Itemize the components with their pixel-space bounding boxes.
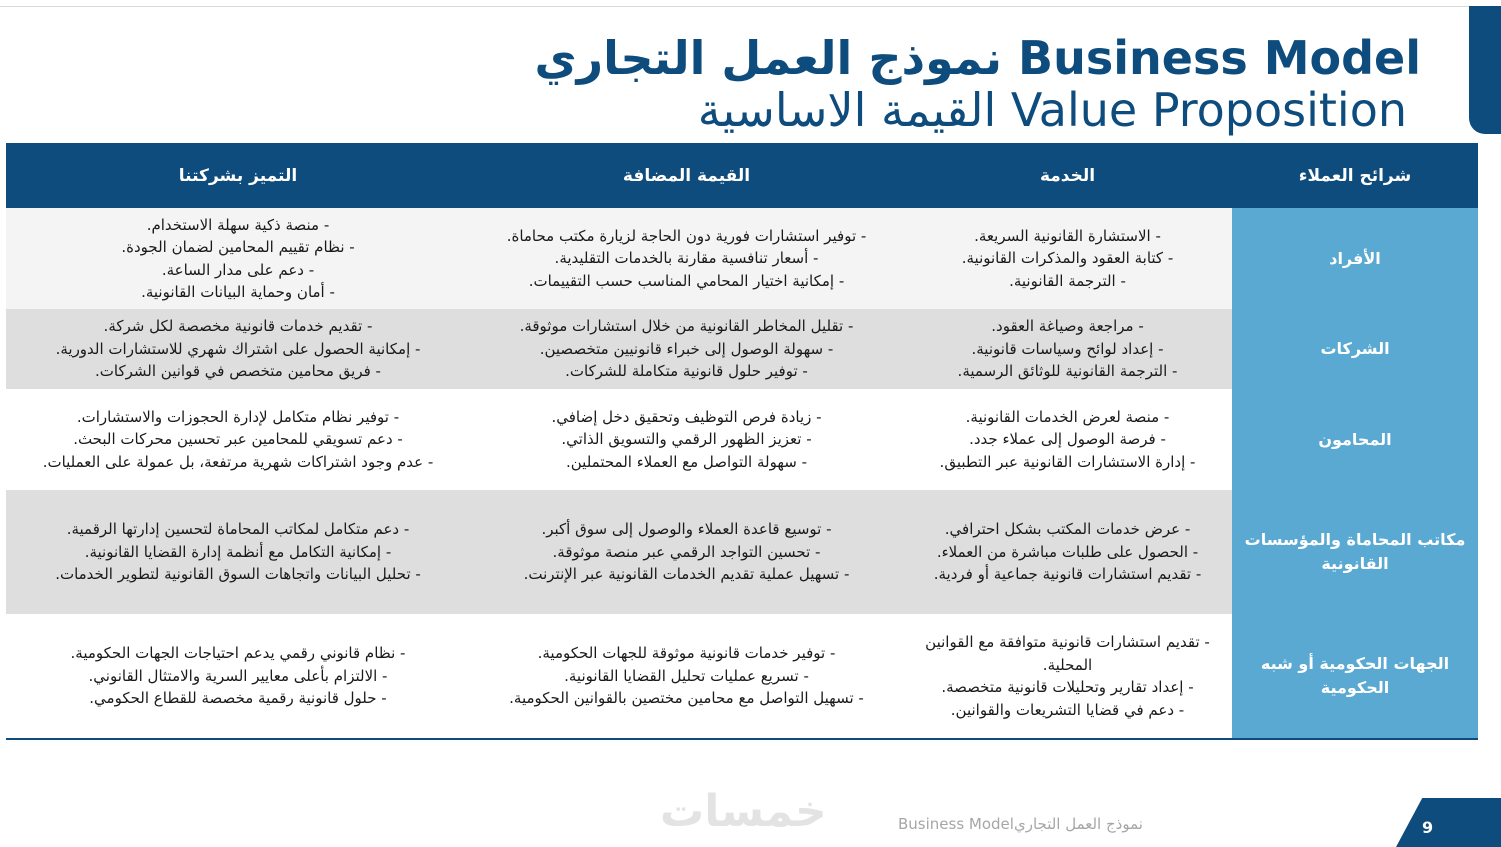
table-row <box>6 208 1478 309</box>
edge-cell <box>6 490 470 614</box>
table-row <box>6 490 1478 614</box>
value-line: - زيادة فرص التوظيف وتحقيق دخل إضافي. <box>551 407 822 426</box>
edge-line: - حلول قانونية رقمية مخصصة للقطاع الحكومي. <box>89 689 387 708</box>
value-line: - تسهيل التواصل مع محامين مختصين بالقوانين الحكومية. <box>509 689 864 708</box>
service-line: - إعداد تقارير وتحليلات قانونية متخصصة. <box>941 678 1194 696</box>
service-cell <box>903 389 1232 490</box>
value-cell <box>470 614 903 739</box>
edge-line: - عدم وجود اشتراكات شهرية مرتفعة، بل عمولة على العمليات. <box>42 452 434 471</box>
table-row <box>6 614 1478 739</box>
service-cell <box>903 208 1232 309</box>
page-title: نموذج العمل التجاري Business Model <box>534 31 1421 85</box>
edge-line: - دعم تسويقي للمحامين عبر تحسين محركات البحث. <box>73 430 403 449</box>
service-line: - إعداد لوائح وسياسات قانونية. <box>971 339 1164 358</box>
value-cell <box>470 389 903 490</box>
edge-line: - توفير نظام متكامل لإدارة الحجوزات والاستشارات. <box>76 407 400 426</box>
service-line: - الحصول على طلبات مباشرة من العملاء. <box>936 542 1199 561</box>
value-line: - توفير حلول قانونية متكاملة للشركات. <box>565 362 808 381</box>
page-number-badge <box>1396 798 1501 847</box>
segment-cell: المحامون <box>1232 389 1478 490</box>
edge-line: - نظام قانوني رقمي يدعم احتياجات الجهات الحكومية. <box>70 644 406 663</box>
value-line: - تسهيل عملية تقديم الخدمات القانونية عبر الإنترنت. <box>523 565 850 584</box>
edge-cell <box>6 389 470 490</box>
edge-line: - إمكانية الحصول على اشتراك شهري للاستشارات الدورية. <box>55 339 421 358</box>
value-cell <box>470 490 903 614</box>
col-header-service: الخدمة <box>903 143 1232 208</box>
page-number: 9 <box>1422 818 1434 837</box>
value-line: - توفير خدمات قانونية موثوقة للجهات الحكومية. <box>537 644 836 663</box>
service-line: - دعم في قضايا التشريعات والقوانين. <box>950 700 1185 719</box>
footer-caption: Business Modelنموذج العمل التجاري <box>898 815 1143 833</box>
table-row <box>6 389 1478 490</box>
value-line: - إمكانية اختيار المحامي المناسب حسب التقييمات. <box>528 271 845 290</box>
edge-line: - تقديم خدمات قانونية مخصصة لكل شركة. <box>103 317 373 336</box>
service-line: - الترجمة القانونية للوثائق الرسمية. <box>957 362 1178 381</box>
value-line: - تعزيز الظهور الرقمي والتسويق الذاتي. <box>561 430 812 449</box>
service-line: - فرصة الوصول إلى عملاء جدد. <box>969 430 1166 449</box>
service-line: - تقديم استشارات قانونية متوافقة مع القوانين المحلية. <box>925 633 1210 674</box>
edge-line: - أمان وحماية البيانات القانونية. <box>141 283 335 301</box>
value-proposition-table <box>6 143 1478 740</box>
segment-cell: مكاتب المحاماة والمؤسسات القانونية <box>1232 490 1478 614</box>
service-cell <box>903 614 1232 739</box>
edge-line: - إمكانية التكامل مع أنظمة إدارة القضايا القانونية. <box>84 542 392 561</box>
edge-line: - فريق محامين متخصص في قوانين الشركات. <box>95 362 381 381</box>
value-line: - أسعار تنافسية مقارنة بالخدمات التقليدية. <box>554 249 819 268</box>
col-header-segment: شرائح العملاء <box>1232 143 1478 208</box>
value-cell <box>470 208 903 309</box>
value-line: - سهولة الوصول إلى خبراء قانونيين متخصصين. <box>539 339 834 358</box>
service-line: - تقديم استشارات قانونية جماعية أو فردية. <box>933 565 1202 584</box>
value-line: - توسيع قاعدة العملاء والوصول إلى سوق أكبر. <box>541 520 832 539</box>
edge-cell <box>6 614 470 739</box>
value-line: - تسريع عمليات تحليل القضايا القانونية. <box>564 666 809 685</box>
khamsat-logo-watermark: خمسات <box>660 786 827 837</box>
table-row <box>6 309 1478 389</box>
table-header-row <box>6 143 1478 208</box>
value-cell <box>470 309 903 389</box>
edge-cell <box>6 309 470 389</box>
service-line: - كتابة العقود والمذكرات القانونية. <box>961 249 1174 268</box>
service-line: - الاستشارة القانونية السريعة. <box>974 226 1161 245</box>
value-line: - سهولة التواصل مع العملاء المحتملين. <box>565 452 807 471</box>
col-header-edge: التميز بشركتنا <box>6 143 470 208</box>
edge-line: - دعم على مدار الساعة. <box>161 260 315 279</box>
edge-line: - نظام تقييم المحامين لضمان الجودة. <box>121 238 355 256</box>
segment-cell: الشركات <box>1232 309 1478 389</box>
edge-cell <box>6 208 470 309</box>
segment-cell: الأفراد <box>1232 208 1478 309</box>
service-line: - إدارة الاستشارات القانونية عبر التطبيق. <box>939 452 1196 471</box>
service-cell <box>903 490 1232 614</box>
service-line: - منصة لعرض الخدمات القانونية. <box>965 407 1170 426</box>
segment-cell: الجهات الحكومية أو شبه الحكومية <box>1232 614 1478 739</box>
col-header-value: القيمة المضافة <box>470 143 903 208</box>
value-line: - توفير استشارات فورية دون الحاجة لزيارة مكتب محاماة. <box>506 226 867 245</box>
value-line: - تحسين التواجد الرقمي عبر منصة موثوقة. <box>552 542 821 561</box>
service-line: - مراجعة وصياغة العقود. <box>991 317 1144 336</box>
value-line: - تقليل المخاطر القانونية من خلال استشارات موثوقة. <box>519 317 854 336</box>
page-subtitle: القيمة الاساسية Value Proposition <box>697 83 1407 137</box>
top-border <box>0 0 1501 7</box>
edge-line: - تحليل البيانات واتجاهات السوق القانونية لتطوير الخدمات. <box>55 565 421 584</box>
service-line: - عرض خدمات المكتب بشكل احترافي. <box>944 520 1191 539</box>
edge-line: - الالتزام بأعلى معايير السرية والامتثال القانوني. <box>88 666 388 685</box>
edge-line: - دعم متكامل لمكاتب المحاماة لتحسين إدارتها الرقمية. <box>66 520 410 539</box>
service-cell <box>903 309 1232 389</box>
service-line: - الترجمة القانونية. <box>1009 271 1126 290</box>
corner-accent-tab <box>1469 6 1501 134</box>
edge-line: - منصة ذكية سهلة الاستخدام. <box>146 215 330 234</box>
